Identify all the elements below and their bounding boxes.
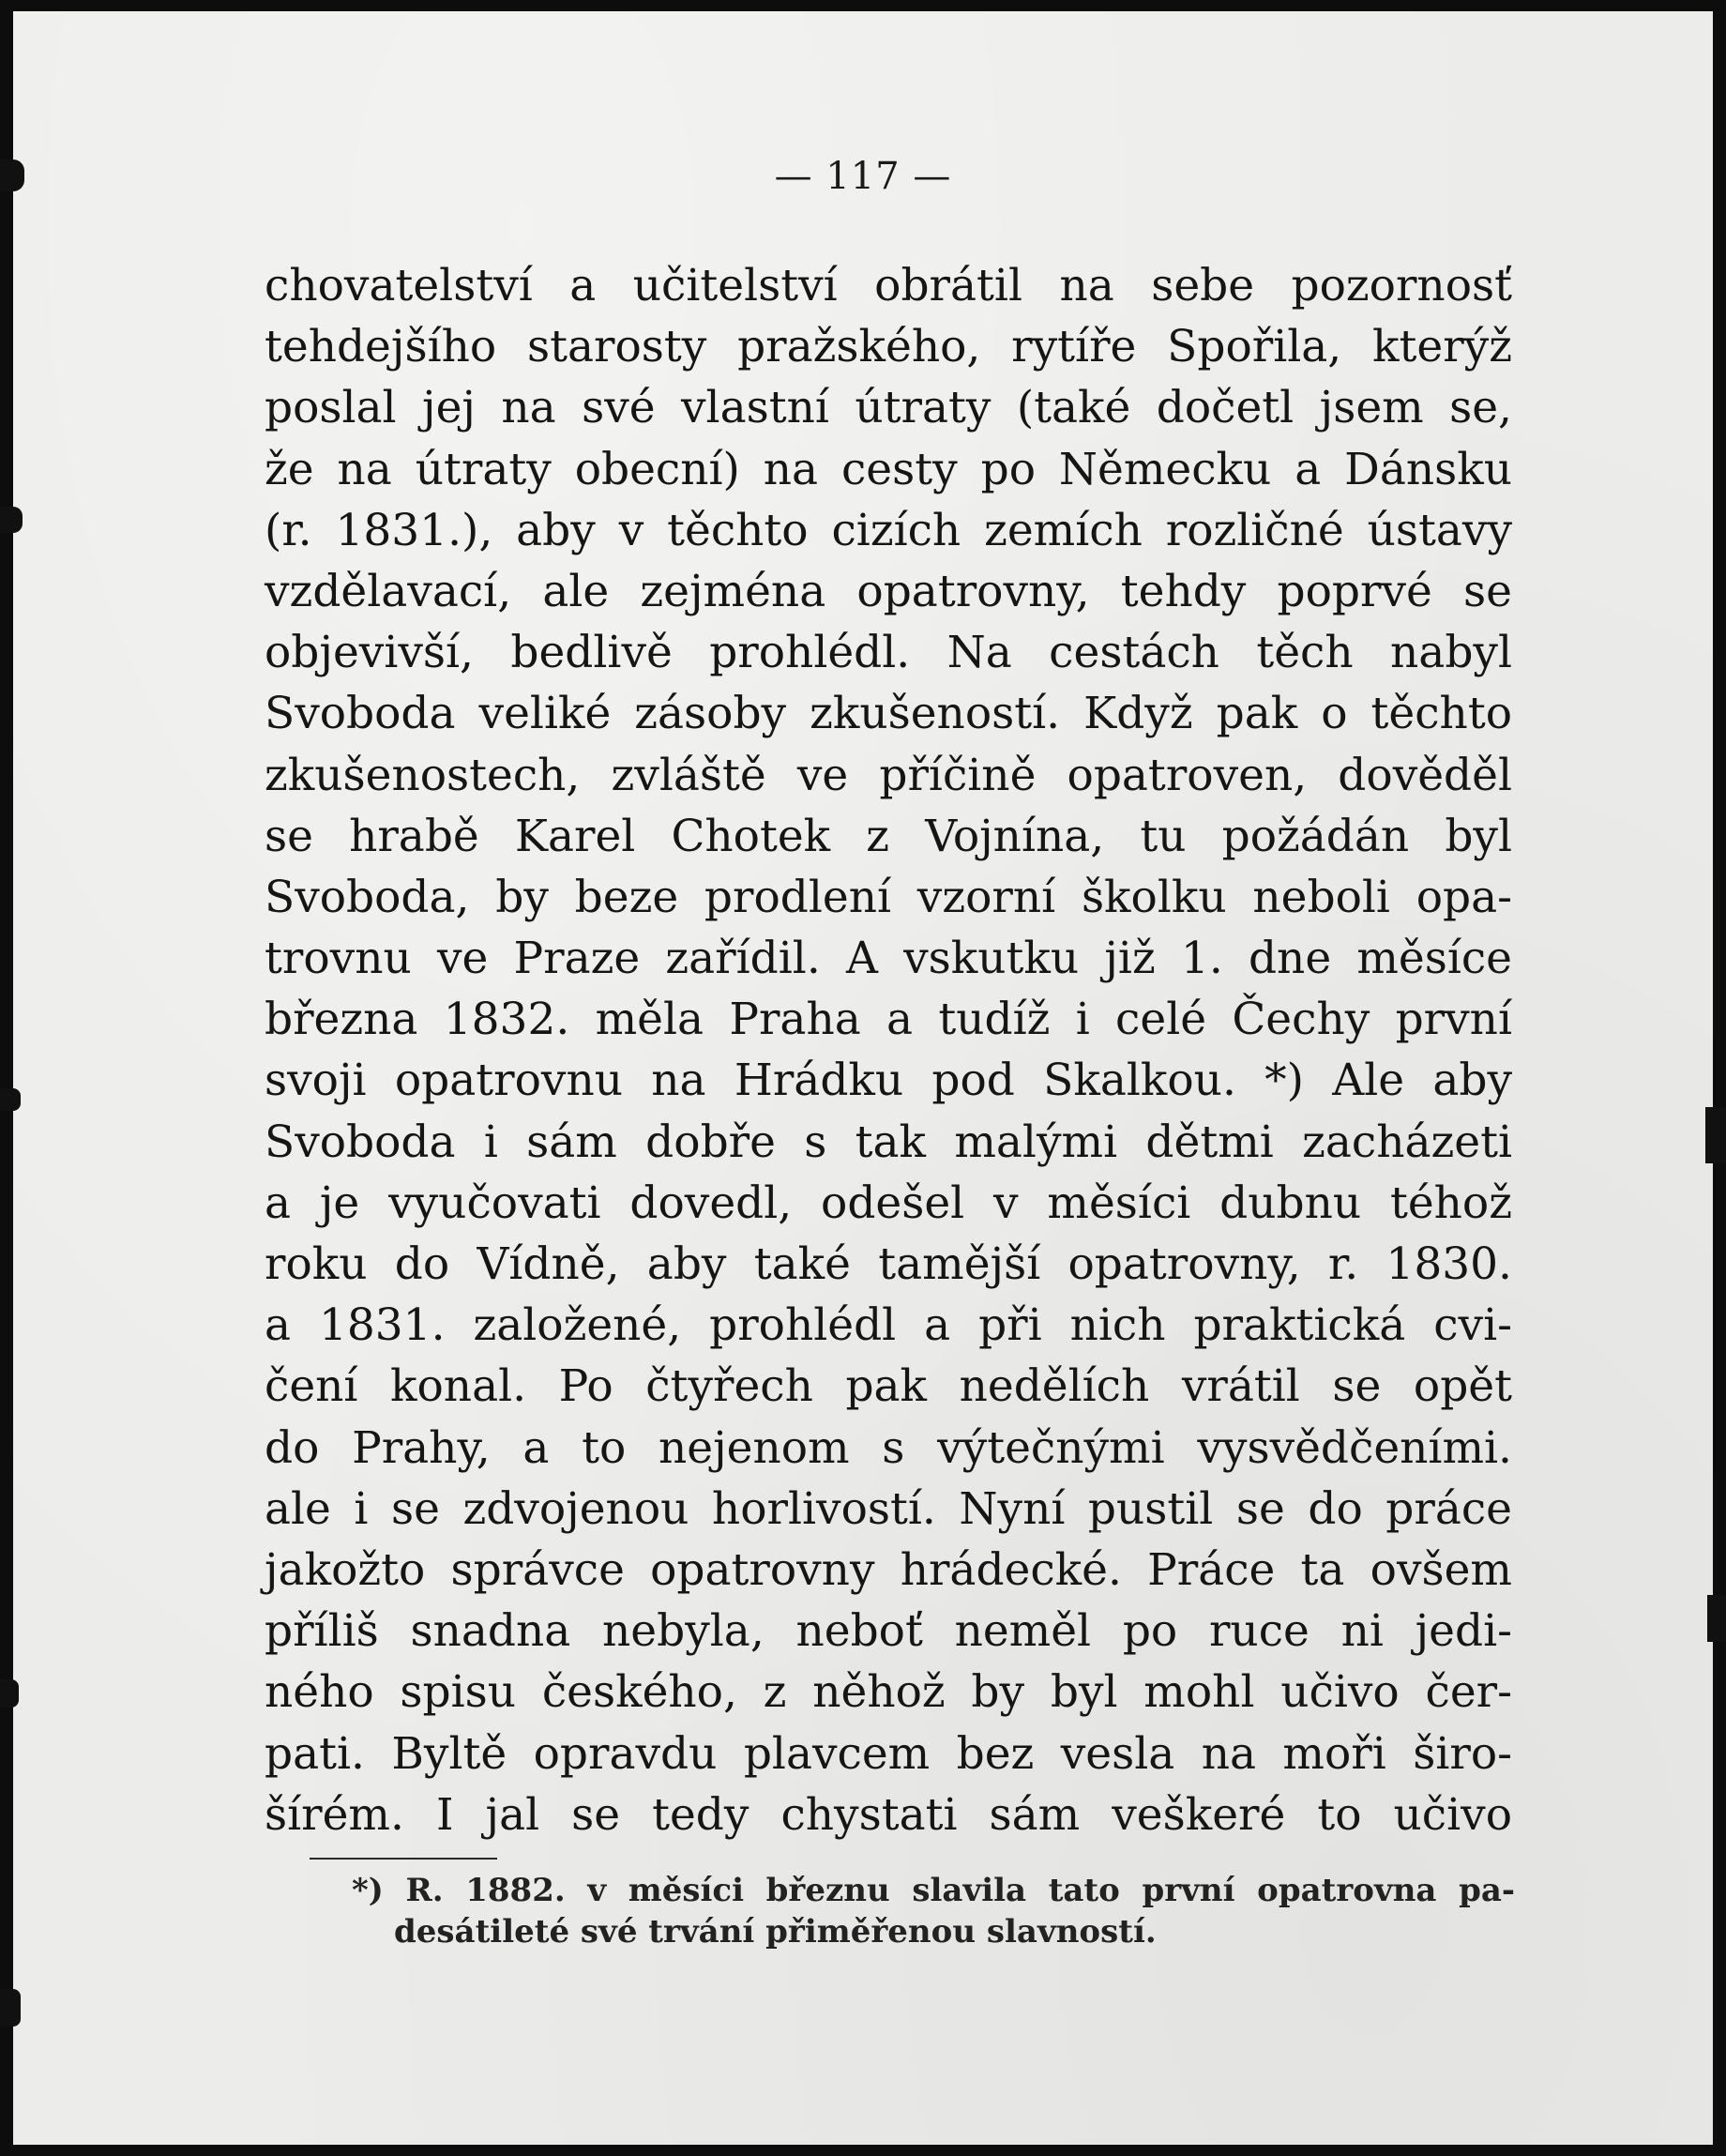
body-paragraph xyxy=(265,255,1512,1845)
text-line: Svoboda i sám dobře s tak malými dětmi zacházeti xyxy=(265,1116,1512,1168)
text-line: čení konal. Po čtyřech pak nedělích vrátil se opět xyxy=(265,1360,1512,1413)
text-line: do Prahy, a to nejenom s výtečnými vysvědčeními. xyxy=(265,1421,1512,1474)
left-edge-mark xyxy=(0,507,23,533)
text-line: a 1831. založené, prohlédl a při nich praktická cvi- xyxy=(265,1299,1512,1352)
left-edge-mark xyxy=(0,1088,21,1111)
page-number: — 117 — xyxy=(774,155,952,198)
text-line: zkušenostech, zvláště ve příčině opatroven, dověděl xyxy=(265,749,1512,801)
text-line: poslal jej na své vlastní útraty (také dočetl jsem se, xyxy=(265,382,1512,434)
text-line: trovnu ve Praze zařídil. A vskutku již 1. dne měsíce xyxy=(265,933,1512,985)
left-edge-mark xyxy=(0,1679,19,1708)
footnote-line: desátileté své trvání přiměřenou slavností. xyxy=(394,1913,1157,1951)
text-line: objevivší, bedlivě prohlédl. Na cestách těch nabyl xyxy=(265,627,1512,679)
text-line: Svoboda veliké zásoby zkušeností. Když pak o těchto xyxy=(265,688,1512,740)
text-line: Svoboda, by beze prodlení vzorní školku neboli opa- xyxy=(265,871,1512,923)
text-line: že na útraty obecní) na cesty po Německu a Dánsku xyxy=(265,443,1512,495)
footnote-rule xyxy=(310,1858,497,1860)
text-line: chovatelství a učitelství obrátil na sebe pozornosť xyxy=(265,260,1512,311)
text-line: se hrabě Karel Chotek z Vojnína, tu požádán byl xyxy=(265,810,1512,862)
text-line: šírém. I jal se tedy chystati sám veškeré to učivo xyxy=(265,1788,1512,1841)
text-line: roku do Vídně, aby také tamější opatrovny, r. 1830. xyxy=(265,1238,1512,1290)
text-line: a je vyučovati dovedl, odešel v měsíci dubnu téhož xyxy=(265,1177,1512,1229)
text-line: (r. 1831.), aby v těchto cizích zemích rozličné ústavy xyxy=(265,504,1512,556)
left-edge-mark xyxy=(0,1989,21,2027)
footnote xyxy=(352,1870,1515,1952)
text-line: jakožto správce opatrovny hrádecké. Práce ta ovšem xyxy=(265,1543,1512,1596)
footnote-line: *) R. 1882. v měsíci březnu slavila tato první opatrovna pa- xyxy=(352,1872,1515,1909)
right-edge-mark xyxy=(1707,1595,1726,1642)
text-line: svoji opatrovnu na Hrádku pod Skalkou. *) Ale aby xyxy=(265,1055,1512,1107)
text-line: vzdělavací, ale zejména opatrovny, tehdy poprvé se xyxy=(265,565,1512,617)
text-line: ale i se zdvojenou horlivostí. Nyní pustil se do práce xyxy=(265,1482,1512,1535)
right-edge-mark xyxy=(1705,1107,1726,1163)
text-line: tehdejšího starosty pražského, rytíře Spořila, kterýž xyxy=(265,321,1512,373)
text-line: ného spisu českého, z něhož by byl mohl učivo čer- xyxy=(265,1666,1512,1719)
text-line: pati. Byltě opravdu plavcem bez vesla na moři širo- xyxy=(265,1727,1512,1780)
text-line: března 1832. měla Praha a tudíž i celé Čechy první xyxy=(265,994,1512,1046)
text-line: příliš snadna nebyla, neboť neměl po ruce ni jedi- xyxy=(265,1605,1512,1658)
